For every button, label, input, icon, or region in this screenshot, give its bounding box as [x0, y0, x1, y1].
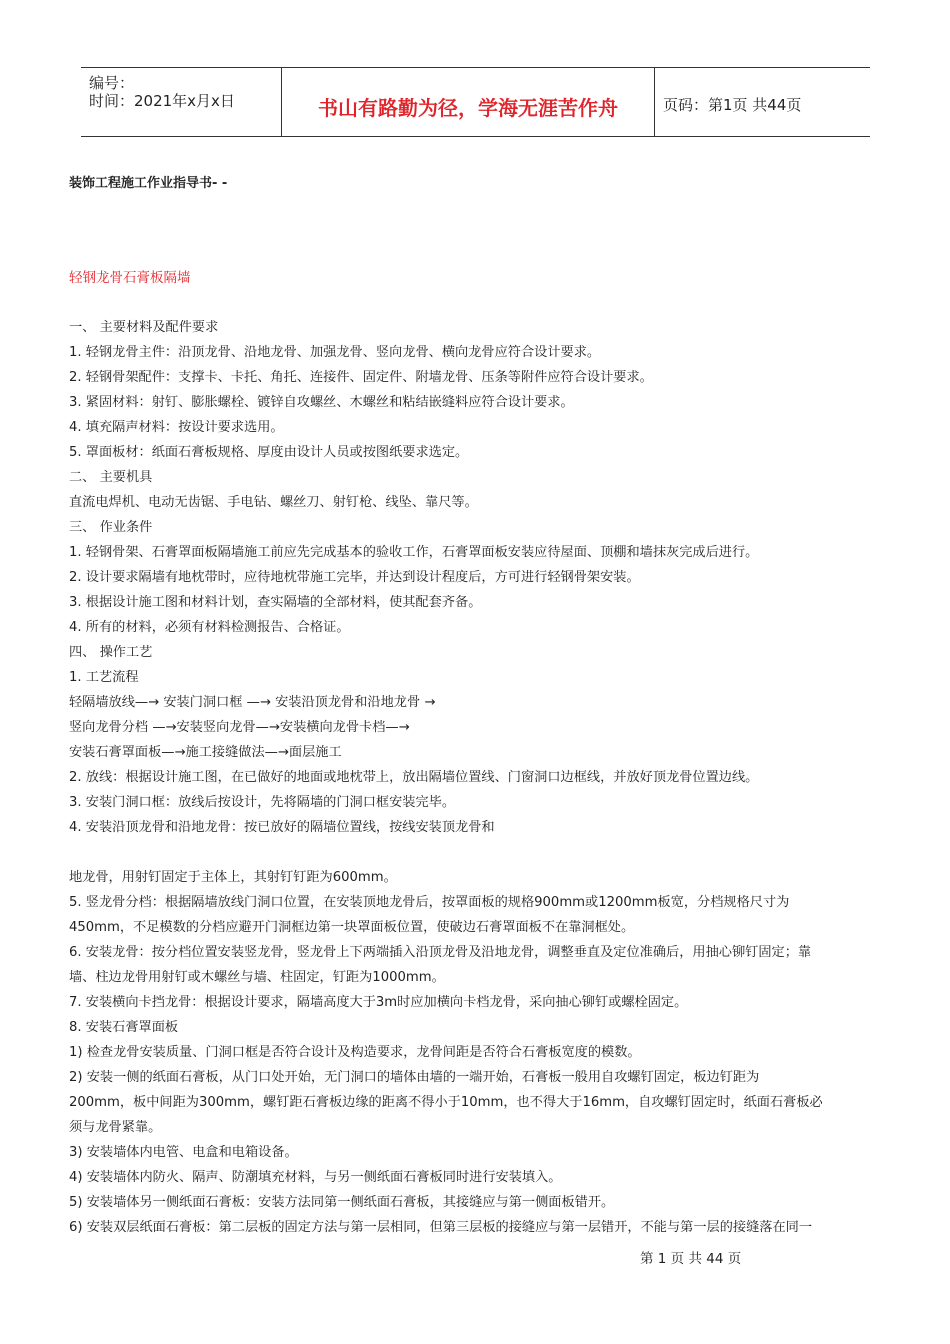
body-line: 竖向龙骨分档 —→安装竖向龙骨—→安装横向龙骨卡档—→ [69, 720, 410, 735]
body-line: 1. 轻钢骨架、石膏罩面板隔墙施工前应先完成基本的验收工作，石膏罩面板安装应待屋面、顶棚和墙抹灰完成后进行。 [69, 545, 759, 560]
body-line: 2. 轻钢骨架配件：支撑卡、卡托、角托、连接件、固定件、附墙龙骨、压条等附件应符合设计要求。 [69, 370, 653, 385]
motto: 书山有路勤为径，学海无涯苦作舟 [318, 96, 618, 120]
body-line: 2. 放线：根据设计施工图，在已做好的地面或地枕带上，放出隔墙位置线、门窗洞口边框线，并放好顶龙骨位置边线。 [69, 770, 759, 785]
body-line: 5. 竖龙骨分档：根据隔墙放线门洞口位置，在安装顶地龙骨后，按罩面板的规格900mm或1200mm板宽，分档规格尺寸为 [69, 895, 790, 910]
page-header [81, 67, 870, 137]
body-line: 1. 工艺流程 [69, 670, 139, 685]
body-line: 450mm，不足模数的分档应避开门洞框边第一块罩面板位置，使破边石膏罩面板不在靠洞框处。 [69, 920, 635, 935]
body-line: 1) 检查龙骨安装质量、门洞口框是否符合设计及构造要求，龙骨间距是否符合石膏板宽度的模数。 [69, 1045, 641, 1060]
body-line: 轻隔墙放线—→ 安装门洞口框 —→ 安装沿顶龙骨和沿地龙骨 → [69, 695, 436, 710]
header-page-cell [655, 68, 870, 136]
body-line: 1. 轻钢龙骨主件：沿顶龙骨、沿地龙骨、加强龙骨、竖向龙骨、横向龙骨应符合设计要求。 [69, 345, 601, 360]
body-line: 4. 填充隔声材料：按设计要求选用。 [69, 420, 284, 435]
body-line: 三、 作业条件 [69, 520, 153, 535]
body-line [69, 840, 881, 865]
body-line: 4. 安装沿顶龙骨和沿地龙骨：按已放好的隔墙位置线，按线安装顶龙骨和 [69, 820, 495, 835]
header-meta-cell [81, 68, 281, 136]
body-line: 一、 主要材料及配件要求 [69, 320, 219, 335]
body-line: 5. 罩面板材：纸面石膏板规格、厚度由设计人员或按图纸要求选定。 [69, 445, 469, 460]
body-line: 2. 设计要求隔墙有地枕带时，应待地枕带施工完毕，并达到设计程度后，方可进行轻钢骨架安装。 [69, 570, 640, 585]
body-line: 二、 主要机具 [69, 470, 153, 485]
body-line: 4. 所有的材料，必须有材料检测报告、合格证。 [69, 620, 350, 635]
time-line: 时间：2021年x月x日 [89, 92, 235, 110]
body-line: 200mm，板中间距为300mm，螺钉距石膏板边缘的距离不得小于10mm，也不得大于16mm，自攻螺钉固定时，纸面石膏板必 [69, 1095, 823, 1110]
body-line: 3. 紧固材料：射钉、膨胀螺栓、镀锌自攻螺丝、木螺丝和粘结嵌缝料应符合设计要求。 [69, 395, 574, 410]
body-text [69, 315, 881, 1240]
body-line: 墙、柱边龙骨用射钉或木螺丝与墙、柱固定，钉距为1000mm。 [69, 970, 445, 985]
body-line: 3. 安装门洞口框：放线后按设计，先将隔墙的门洞口框安装完毕。 [69, 795, 456, 810]
page-info: 页码：第1页 共44页 [663, 96, 802, 114]
body-line: 直流电焊机、电动无齿锯、手电钻、螺丝刀、射钉枪、线坠、靠尺等。 [69, 495, 478, 510]
body-line: 7. 安装横向卡挡龙骨：根据设计要求，隔墙高度大于3m时应加横向卡档龙骨，采向抽心铆钉或螺栓固定。 [69, 995, 688, 1010]
page-footer: 第 1 页 共 44 页 [640, 1251, 742, 1267]
section-title: 轻钢龙骨石膏板隔墙 [69, 270, 191, 286]
body-line: 6. 安装龙骨：按分档位置安装竖龙骨，竖龙骨上下两端插入沿顶龙骨及沿地龙骨，调整垂直及定位准确后，用抽心铆钉固定；靠 [69, 945, 812, 960]
body-line: 安装石膏罩面板—→施工接缝做法—→面层施工 [69, 745, 342, 760]
body-line: 5) 安装墙体另一侧纸面石膏板：安装方法同第一侧纸面石膏板，其接缝应与第一侧面板错开。 [69, 1195, 615, 1210]
body-line: 4) 安装墙体内防火、隔声、防潮填充材料，与另一侧纸面石膏板同时进行安装填入。 [69, 1170, 562, 1185]
body-line: 四、 操作工艺 [69, 645, 153, 660]
header-motto-cell [281, 68, 655, 136]
body-line: 3. 根据设计施工图和材料计划，查实隔墙的全部材料，使其配套齐备。 [69, 595, 482, 610]
body-line: 8. 安装石膏罩面板 [69, 1020, 179, 1035]
document-title: 装饰工程施工作业指导书- - [69, 176, 228, 191]
body-line: 地龙骨，用射钉固定于主体上，其射钉钉距为600mm。 [69, 870, 397, 885]
body-line: 须与龙骨紧靠。 [69, 1120, 162, 1135]
number-label: 编号： [89, 74, 135, 92]
body-line: 6) 安装双层纸面石膏板：第二层板的固定方法与第一层相同，但第三层板的接缝应与第一层错开，不能与第一层的接缝落在同一 [69, 1220, 813, 1235]
body-line: 3) 安装墙体内电管、电盒和电箱设备。 [69, 1145, 298, 1160]
body-line: 2) 安装一侧的纸面石膏板，从门口处开始，无门洞口的墙体由墙的一端开始，石膏板一般用自攻螺钉固定，板边钉距为 [69, 1070, 760, 1085]
